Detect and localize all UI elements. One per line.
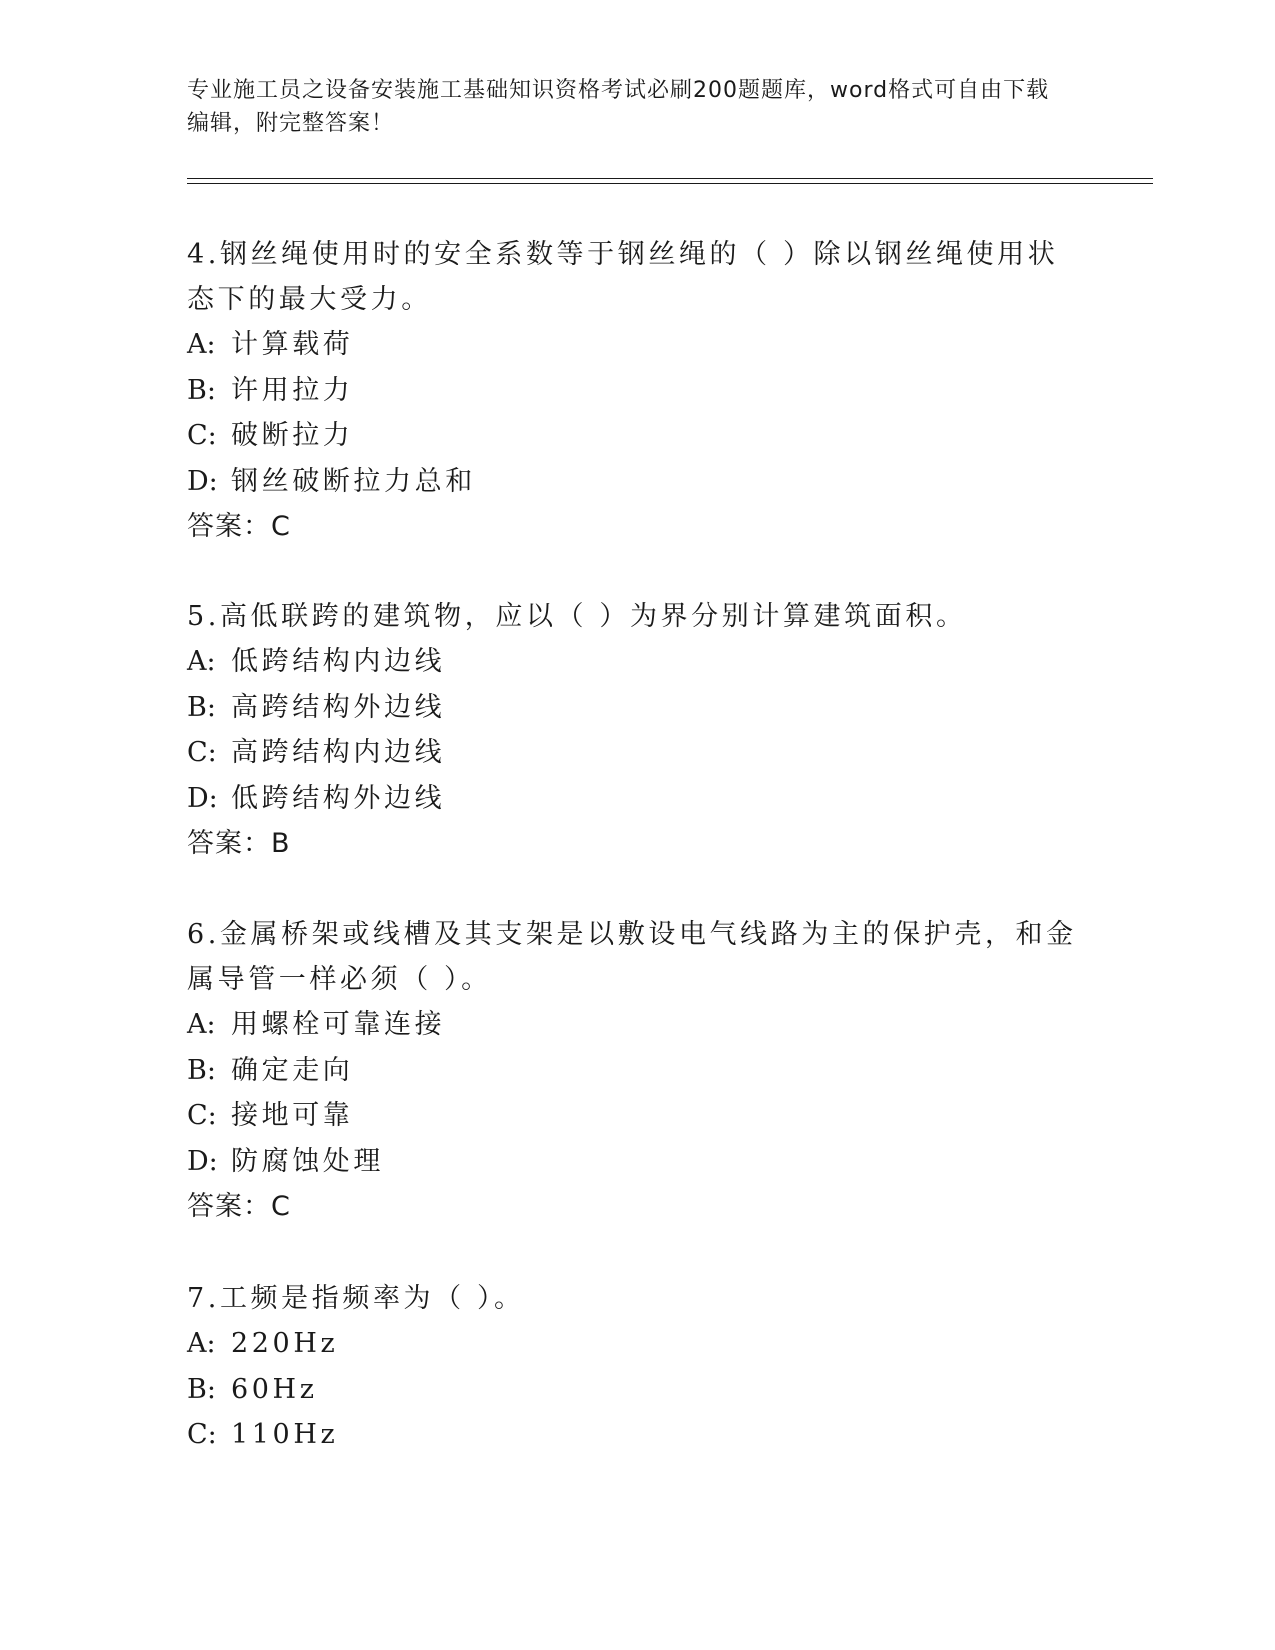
- option-key: A:: [187, 1009, 216, 1040]
- option-b: [187, 1048, 1087, 1094]
- option-key: B:: [187, 1054, 216, 1086]
- option-key: B:: [187, 1373, 216, 1405]
- option-a: [187, 1321, 1087, 1367]
- option-text: 高跨结构外边线: [231, 691, 446, 723]
- option-key: C:: [187, 1100, 217, 1131]
- option-text: 确定走向: [231, 1054, 354, 1086]
- question-text: 6.金属桥架或线槽及其支架是以敷设电气线路为主的保护壳，和金属导管一样必须（ ）。: [187, 919, 1077, 995]
- option-c: [187, 1412, 1087, 1458]
- option-text: 低跨结构外边线: [231, 782, 446, 814]
- option-key: A:: [187, 329, 216, 360]
- question-4: [187, 232, 1087, 549]
- option-a: [187, 1002, 1087, 1048]
- option-key: C:: [187, 1419, 217, 1450]
- option-text: 计算载荷: [231, 329, 354, 360]
- option-key: C:: [187, 737, 217, 768]
- option-key: B:: [187, 691, 216, 723]
- option-key: A:: [187, 1328, 216, 1359]
- option-text: 钢丝破断拉力总和: [231, 465, 476, 497]
- option-d: [187, 776, 1087, 822]
- option-text: 60Hz: [231, 1373, 318, 1405]
- option-text: 110Hz: [231, 1419, 339, 1450]
- header-divider-top: [187, 178, 1153, 179]
- option-text: 破断拉力: [231, 420, 354, 451]
- option-text: 接地可靠: [231, 1100, 354, 1131]
- option-c: [187, 730, 1087, 776]
- option-key: D:: [187, 1145, 218, 1177]
- option-key: A:: [187, 646, 216, 677]
- question-7: [187, 1276, 1087, 1458]
- option-text: 高跨结构内边线: [231, 737, 446, 768]
- option-text: 用螺栓可靠连接: [231, 1009, 446, 1040]
- question-5: [187, 594, 1087, 866]
- question-6: [187, 912, 1087, 1229]
- option-key: B:: [187, 374, 216, 406]
- option-b: [187, 685, 1087, 731]
- question-text: 5.高低联跨的建筑物，应以（ ）为界分别计算建筑面积。: [187, 601, 967, 632]
- option-a: [187, 322, 1087, 368]
- option-text: 低跨结构内边线: [231, 646, 446, 677]
- option-d: [187, 459, 1087, 505]
- option-key: D:: [187, 465, 218, 497]
- option-b: [187, 368, 1087, 414]
- option-key: D:: [187, 782, 218, 814]
- answer: 答案：C: [187, 1191, 291, 1222]
- document-header: 专业施工员之设备安装施工基础知识资格考试必刷200题题库，word格式可自由下载编辑，附完整答案！: [187, 78, 1050, 136]
- question-text: 4.钢丝绳使用时的安全系数等于钢丝绳的（ ）除以钢丝绳使用状态下的最大受力。: [187, 239, 1059, 315]
- header-divider-bottom: [187, 183, 1153, 184]
- option-c: [187, 1093, 1087, 1139]
- option-d: [187, 1139, 1087, 1185]
- option-b: [187, 1367, 1087, 1413]
- option-text: 防腐蚀处理: [231, 1145, 384, 1177]
- answer: 答案：B: [187, 828, 291, 859]
- option-key: C:: [187, 420, 217, 451]
- option-c: [187, 413, 1087, 459]
- option-a: [187, 639, 1087, 685]
- question-text: 7.工频是指频率为（ ）。: [187, 1283, 525, 1314]
- option-text: 许用拉力: [231, 374, 354, 406]
- answer: 答案：C: [187, 511, 291, 542]
- option-text: 220Hz: [231, 1328, 339, 1359]
